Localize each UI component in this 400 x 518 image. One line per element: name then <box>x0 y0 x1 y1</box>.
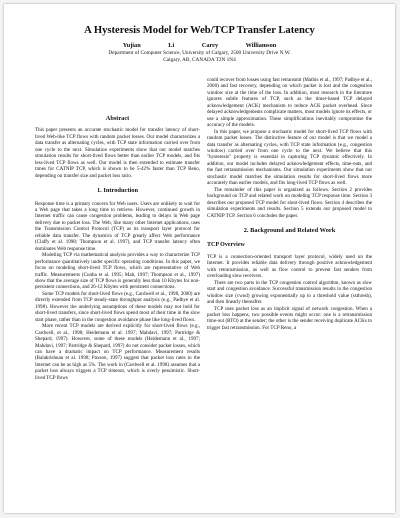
intro-paragraph: In this paper, we propose a stochastic model for short-lived TCP flows with random packet losses. The distinctive feature of our model is that we model a data transfer as alternating cycles, with TCP state information (e.g., congestion window) carried over from one cycle to the next. We believe that this "hysteresis" property is essential in capturing TCP dynamic effectively. In addition, our model includes delayed acknowledgement effects, time-outs, and the fast retransmission mechanisms. Our simulation experiments show that our stochastic model matches the simulation results for short-lived flows more accurately than earlier models, and fits long-lived TCP flows as well. <box>207 128 372 187</box>
abstract-text: This paper presents an accurate stochastic model for transfer latency of short-lived Web-like TCP flows with random packet losses. Our model characterizes a data transfer as alternating cycles, with TCP state information carried over from one cycle to the next. Simulation experiments show that our model matches simulation results for short-lived flows better than earlier TCP models, and fits less-lived TCP flows as well. Our model is then extended to estimate transfer times for CATNIP TCP, which is shown to be 5-42% faster than TCP Reno, depending on transfer size and packet loss ratio. <box>35 127 200 179</box>
section-heading-introduction: 1. Introduction <box>96 187 139 195</box>
right-column <box>207 77 372 331</box>
left-column <box>35 116 200 381</box>
subsection-heading-tcp-overview: TCP Overview <box>207 242 245 249</box>
abstract-heading: Abstract <box>105 115 130 122</box>
paper-authors: Yujian Li Carey Williamson <box>122 42 277 49</box>
paper-page <box>4 4 395 513</box>
paper-header <box>4 24 395 63</box>
affiliation-line-1: Department of Computer Science, University of Calgary, 2500 University Drive N.W. <box>108 50 291 56</box>
intro-paragraph: The remainder of this paper is organized as follows. Section 2 provides background on TCP and related work on modeling TCP response time. Section 3 describes our proposed TCP model for short-lived flows. Section 4 describes the simulation experiments and results. Section 5 extends our proposed model to CATNIP TCP. Section 6 concludes the paper. <box>207 186 372 219</box>
paper-title: A Hysteresis Model for Web/TCP Transfer Latency <box>84 25 315 36</box>
intro-paragraph: Some TCP models for short-lived flows (e.g., Cardwell et al., 1998, 2000) are directly extended from TCP steady-state throughput analysis (e.g., Padhye et al. 1998). However the underlying assumptions of these models may not hold for short-lived transfers, since short-lived flows spend most of their time in the slow start phase, rather than in the congestion avoidance phase like long-lived flows. <box>35 290 200 323</box>
intro-paragraph: Response time is a primary concern for Web users. Users are unlikely to wait for a Web page that takes a long time to retrieve. However, continued growth in Internet traffic can cause congestion problems, leading to delays in Web page delivery due to packet loss. The Web, like many other Internet applications, uses the Transmission Control Protocol (TCP) as its transport layer protocol for reliable data transfer. The dynamics of TCP greatly affect Web performance (Claffy et al. 1998; Thompson et al. 1997), and TCP transfer latency often dominates Web response time. <box>35 200 200 252</box>
background-paragraph: There are two parts in the TCP congestion control algorithm, known as slow start and congestion avoidance. Successful transmission results in the congestion window size (cwnd) growing exponentially up to a threshold value (ssthresh), and then linearly thereafter. <box>207 279 372 306</box>
intro-paragraph: could recover from losses using fast retransmit (Mathis et al., 1997; Padhye et al., 2000) and fast recovery, depending on which packet is lost and the congestion window size at the time of the loss. In addition, most research in the literature ignores subtle features of TCP, such as the timer-based TCP delayed acknowledgement (ACK) mechanism to reduce ACK packet overhead. Since delayed acknowledgements complicate matters, most models ignore its effects, or use a simple approximation. These simplifications inevitably compromise the accuracy of the models. <box>207 77 372 129</box>
affiliation-line-2: Calgary, AB, CANADA T2N 1N4 <box>163 56 236 63</box>
background-paragraph: TCP uses packet loss as an implicit signal of network congestion. When a packet loss happens, two possible events might occur: one is a retransmission time-out (RTO) at the sender; the other is the sender receiving duplicate ACKs to trigger fast retransmission. For TCP Reno, a <box>207 305 372 331</box>
intro-paragraph: More recent TCP models are derived explicitly for short-lived flows (e.g., Cardwell, et al., 1998; Heidemann et al. 1997; Mahdavi, 1997; Partridge & Shepard, 1997). However, some of these models (Heidemann et al., 1997; Mahdavi, 1997; Partridge & Shepard, 1997) do not consider packet losses, which can have a dramatic impact on TCP performance. Measurement results (Balakrishnan et al. 1998; Paxson, 1997) suggest that packet loss rates in the Internet can be as high as 5%. The work in (Cardwell et al. 1998) assumes that a packet loss always triggers a TCP timeout, which is overly pessimistic. Short-lived TCP flows <box>35 323 200 381</box>
intro-paragraph: Modeling TCP via mathematical analysis provides a way to characterize TCP performance quantitatively under specific operating conditions. In this paper, we focus on modeling short-lived TCP flows, which are representative of Web traffic. Measurements (Cunha et al. 1995; Mah, 1997; Thompson et al., 1997) show that the average size of TCP flows is generally less than 10 Kbytes for non-persistent connections, and 26-12 Kbytes with persistent connections. <box>35 252 200 291</box>
section-heading-background: 2. Background and Related Work <box>243 226 336 234</box>
background-paragraph: TCP is a connection-oriented transport layer protocol, widely used on the Internet. It provides reliable data delivery through positive acknowledgement with retransmission, as well as flow control to prevent fast senders from overloading slow receivers. <box>207 253 372 280</box>
